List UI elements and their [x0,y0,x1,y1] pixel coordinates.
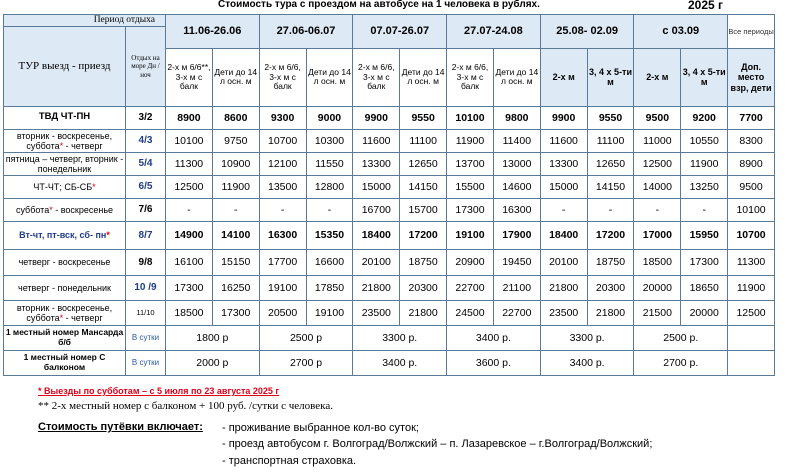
route-cell: ТВД ЧТ-ПН [4,106,126,129]
price-cell: 16700 [353,198,400,221]
route-cell: четверг - понедельник [4,275,126,300]
price-cell: 12100 [259,152,306,175]
nights-cell: 8/7 [126,221,166,249]
single-price-cell: 3300 р. [540,325,634,350]
price-cell: 20100 [540,249,587,275]
price-cell: 11400 [493,129,540,152]
single-price-cell: 2700 р. [634,350,728,375]
price-cell: 20000 [681,300,728,325]
price-cell: 14000 [634,175,681,198]
price-cell: 21800 [400,300,447,325]
price-cell: 12500 [728,300,775,325]
table-row [4,175,775,198]
price-cell: 11100 [587,129,634,152]
sub-p2a: 2-х м 6/6, 3-х м с балк [259,48,306,106]
price-cell: 9500 [728,175,775,198]
price-cell: 12650 [400,152,447,175]
price-cell: 10100 [728,198,775,221]
price-cell: 11600 [353,129,400,152]
table-row [4,129,775,152]
empty-cell [728,325,775,350]
price-cell: 18400 [540,221,587,249]
price-cell: 9000 [306,106,353,129]
price-cell: 15000 [540,175,587,198]
price-cell: - [587,198,634,221]
price-cell: 22700 [447,275,494,300]
single-price-cell: 3600 р. [447,350,541,375]
single-room-row [4,350,775,375]
sub-p4b: Дети до 14 л осн. м [493,48,540,106]
price-cell: 16100 [166,249,213,275]
year-label: 2025 г [688,0,724,12]
price-cell: 11100 [400,129,447,152]
sub-p1a: 2-х м 6/6**, 3-х м с балк [166,48,213,106]
price-cell: 13300 [353,152,400,175]
price-cell: 23500 [353,300,400,325]
table-row [4,198,775,221]
price-cell: 20900 [447,249,494,275]
price-cell: 17200 [587,221,634,249]
price-cell: 11900 [447,129,494,152]
sub-p1b: Дети до 14 л осн. м [212,48,259,106]
nights-cell: 3/2 [126,106,166,129]
per-day-label: В сутки [126,350,166,375]
price-cell: 16600 [306,249,353,275]
price-cell: 17300 [681,249,728,275]
route-cell: суббота* - воскресенье [4,198,126,221]
price-cell: 19450 [493,249,540,275]
sub-p5a: 2-х м [540,48,587,106]
price-cell: 13700 [447,152,494,175]
includes-item: - проживание выбранное кол-во суток; [222,422,419,434]
price-cell: 20000 [634,275,681,300]
price-cell: 14600 [493,175,540,198]
period-header: Период отдыха [4,15,166,27]
period-2: 27.06-06.07 [259,15,353,49]
balcony-note: ** 2-х местный номер с балконом + 100 руб. /сутки с человека. [38,400,333,412]
price-cell: 9800 [493,106,540,129]
nights-cell: 5/4 [126,152,166,175]
title-bar [0,0,785,14]
price-cell: 9900 [540,106,587,129]
price-cell: 17300 [212,300,259,325]
nights-cell: 10 /9 [126,275,166,300]
nights-cell: 9/8 [126,249,166,275]
price-cell: 8600 [212,106,259,129]
per-day-label: В сутки [126,325,166,350]
route-cell: Вт-чт, пт-вск, сб- пн* [4,221,126,249]
price-cell: 12800 [306,175,353,198]
price-cell: 9550 [400,106,447,129]
price-cell: - [634,198,681,221]
price-cell: 9550 [587,106,634,129]
price-cell: 14900 [166,221,213,249]
single-price-cell: 3400 р. [540,350,634,375]
price-cell: 23500 [540,300,587,325]
price-cell: 20300 [400,275,447,300]
price-cell: 12650 [587,152,634,175]
includes-item: - проезд автобусом г. Волгоград/Волжский – п. Лазаревское – г.Волгоград/Волжский; [222,438,653,450]
price-cell: 15150 [212,249,259,275]
nights-cell: 6/5 [126,175,166,198]
price-cell: - [540,198,587,221]
price-cell: 8900 [166,106,213,129]
price-cell: 13500 [259,175,306,198]
includes-title: Стоимость путёвки включает: [38,421,203,433]
price-cell: 20100 [353,249,400,275]
price-cell: 11600 [540,129,587,152]
price-cell: 11300 [166,152,213,175]
price-cell: 21800 [353,275,400,300]
price-cell: 9200 [681,106,728,129]
price-cell: 11900 [681,152,728,175]
price-cell: 14100 [212,221,259,249]
price-cell: 17900 [493,221,540,249]
single-room-row [4,325,775,350]
price-cell: 11900 [212,175,259,198]
price-cell: 10100 [447,106,494,129]
price-cell: 17850 [306,275,353,300]
price-cell: 13000 [493,152,540,175]
price-cell: 24500 [447,300,494,325]
price-cell: - [681,198,728,221]
table-row [4,152,775,175]
single-price-cell: 3300 р. [353,325,447,350]
price-cell: 16250 [212,275,259,300]
sub-p5b: 3, 4 х 5-ти м [587,48,634,106]
price-cell: 15000 [353,175,400,198]
includes-item: - транспортная страховка. [222,455,357,467]
table-row [4,275,775,300]
price-cell: 8300 [728,129,775,152]
price-cell: 18500 [634,249,681,275]
price-cell: 17200 [400,221,447,249]
price-cell: 13300 [540,152,587,175]
route-cell: ЧТ-ЧТ; СБ-СБ* [4,175,126,198]
single-price-cell: 3400 р. [447,325,541,350]
nights-cell: 7/6 [126,198,166,221]
price-cell: 9750 [212,129,259,152]
price-cell: 11000 [634,129,681,152]
price-cell: 18650 [681,275,728,300]
price-cell: 22700 [493,300,540,325]
tour-header: ТУР выезд - приезд [4,26,126,106]
page-title: Стоимость тура с проездом на автобусе на 1 человека в рублях. [218,0,540,10]
sub-p6a: 2-х м [634,48,681,106]
price-cell: - [166,198,213,221]
empty-cell [728,350,775,375]
price-cell: 21800 [540,275,587,300]
sub-extra: Доп. место взр, дети [728,48,775,106]
single-price-cell: 2500 р. [634,325,728,350]
price-rows [4,106,775,325]
period-1: 11.06-26.06 [166,15,260,49]
price-cell: 21500 [634,300,681,325]
price-cell: 17300 [447,198,494,221]
table-row [4,300,775,325]
nights-header: Отдых на море Дн /ноч [126,26,166,106]
sub-p3a: 2-х м 6/6, 3-х м с балк [353,48,400,106]
price-cell: 9500 [634,106,681,129]
sub-p6b: 3, 4 х 5-ти м [681,48,728,106]
price-cell: 16300 [493,198,540,221]
nights-cell: 4/3 [126,129,166,152]
price-table [3,14,775,376]
price-cell: 16300 [259,221,306,249]
nights-cell: 11/10 [126,300,166,325]
saturday-note: * Выезды по субботам – с 5 июля по 23 августа 2025 г [38,386,280,396]
price-cell: 9900 [353,106,400,129]
price-cell: 17700 [259,249,306,275]
single-room-rows [4,325,775,375]
price-cell: 11300 [728,249,775,275]
price-cell: 13250 [681,175,728,198]
price-cell: 8900 [728,152,775,175]
price-cell: 15700 [400,198,447,221]
period-6: с 03.09 [634,15,728,49]
period-5: 25.08- 02.09 [540,15,634,49]
price-cell: 21800 [587,300,634,325]
price-cell: 12500 [634,152,681,175]
price-cell: 20500 [259,300,306,325]
price-cell: 19100 [306,300,353,325]
price-cell: 19100 [259,275,306,300]
sub-p4a: 2-х м 6/6, 3-х м с балк [447,48,494,106]
price-cell: 10300 [306,129,353,152]
sub-p2b: Дети до 14 л осн. м [306,48,353,106]
price-cell: 18500 [166,300,213,325]
price-cell: 18400 [353,221,400,249]
price-cell: - [259,198,306,221]
price-cell: 11900 [728,275,775,300]
price-cell: 20300 [587,275,634,300]
price-cell: 14150 [587,175,634,198]
price-cell: 9300 [259,106,306,129]
price-cell: 15350 [306,221,353,249]
single-price-cell: 2500 р [259,325,353,350]
period-4: 27.07-24.08 [447,15,541,49]
price-cell: 18750 [587,249,634,275]
price-cell: 15950 [681,221,728,249]
price-cell: 17300 [166,275,213,300]
price-cell: 10700 [259,129,306,152]
single-price-cell: 3400 р. [353,350,447,375]
price-cell: 11550 [306,152,353,175]
price-cell: 17000 [634,221,681,249]
period-3: 07.07-26.07 [353,15,447,49]
table-row [4,221,775,249]
price-cell: - [212,198,259,221]
single-room-label: 1 местный номер С балконом [4,350,126,375]
price-cell: - [306,198,353,221]
single-price-cell: 1800 р [166,325,260,350]
price-cell: 7700 [728,106,775,129]
price-cell: 19100 [447,221,494,249]
route-cell: пятница – четверг, вторник - понедельник [4,152,126,175]
price-cell: 18750 [400,249,447,275]
route-cell: четверг - воскресенье [4,249,126,275]
table-row [4,106,775,129]
single-price-cell: 2000 р [166,350,260,375]
route-cell: вторник - воскресенье, суббота* - четверг [4,129,126,152]
price-cell: 21100 [493,275,540,300]
price-cell: 10550 [681,129,728,152]
route-cell: вторник - воскресенье, суббота* - четверг [4,300,126,325]
single-room-label: 1 местный номер Мансарда б/б [4,325,126,350]
single-price-cell: 2700 р [259,350,353,375]
all-periods-header: Все периоды [728,15,775,49]
price-cell: 15500 [447,175,494,198]
price-cell: 14150 [400,175,447,198]
price-cell: 12500 [166,175,213,198]
sub-p3b: Дети до 14 л осн. м [400,48,447,106]
table-row [4,249,775,275]
price-cell: 10100 [166,129,213,152]
price-cell: 10700 [728,221,775,249]
price-cell: 10900 [212,152,259,175]
